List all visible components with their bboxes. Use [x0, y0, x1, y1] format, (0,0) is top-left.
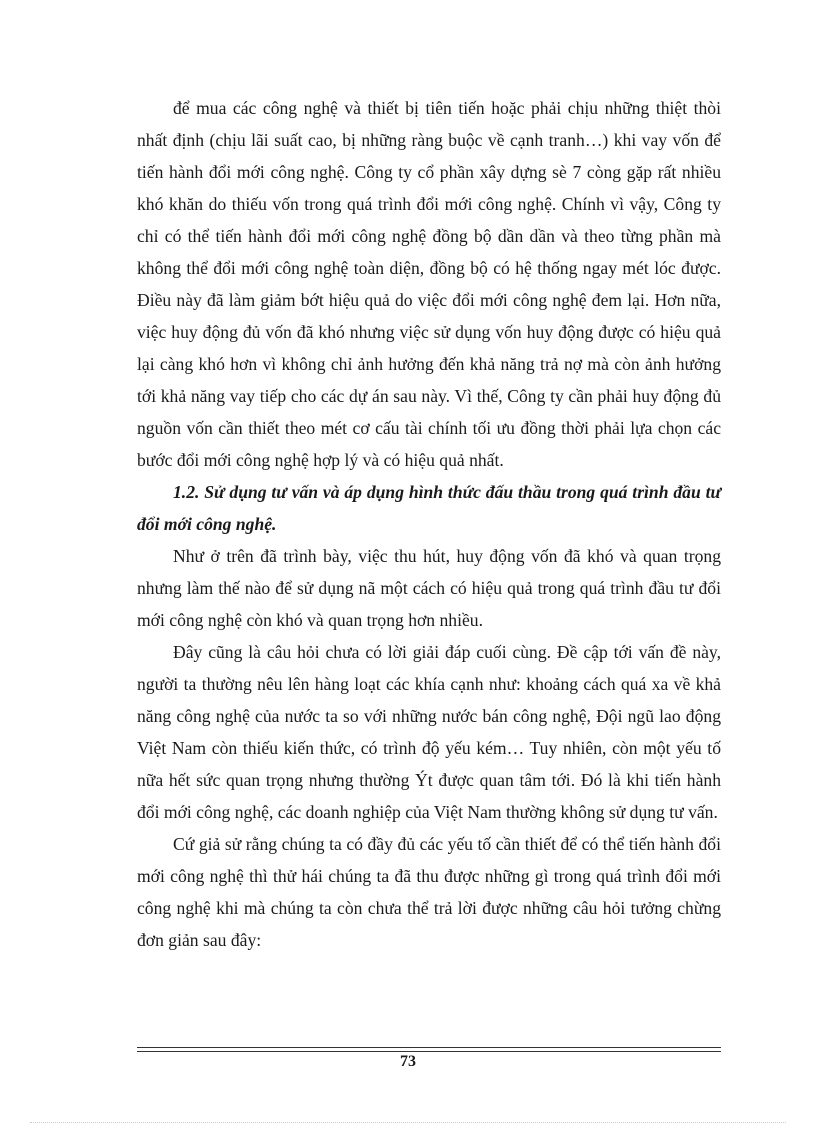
page-number: 73 — [400, 1053, 416, 1070]
paragraph-3: Đây cũng là câu hỏi chưa có lời giải đáp cuối cùng. Đề cập tới vấn đề này, người ta thường nêu lên hàng loạt các khía cạnh như: khoảng cách quá xa về khả năng công nghệ của nước ta so với những nước bán công nghệ, Đội ngũ lao động Việt Nam còn thiếu kiến thức, có trình độ yếu kém… Tuy nhiên, còn một yếu tố nữa hết sức quan trọng nhưng thường Ýt được quan tâm tới. Đó là khi tiến hành đổi mới công nghệ, các doanh nghiệp của Việt Nam thường không sử dụng tư vấn. — [137, 642, 721, 822]
paragraph-4: Cứ giả sử rằng chúng ta có đầy đủ các yếu tố cần thiết để có thể tiến hành đổi mới công nghệ thì thử hái chúng ta đã thu được những gì trong quá trình đổi mới công nghệ khi mà chúng ta còn chưa thể trả lời được những câu hỏi tưởng chừng đơn giản sau đây: — [137, 834, 721, 950]
document-body — [137, 92, 721, 956]
paragraph-1: để mua các công nghệ và thiết bị tiên tiến hoặc phải chịu những thiệt thòi nhất định (chịu lãi suất cao, bị những ràng buộc về cạnh tranh…) khi vay vốn để tiến hành đổi mới công nghệ. Công ty cổ phần xây dựng sè 7 còng gặp rất nhiều khó khăn do thiếu vốn trong quá trình đổi mới công nghệ. Chính vì vậy, Công ty chỉ có thể tiến hành đổi mới công nghệ đồng bộ dần dần và theo từng phần mà không thể đổi mới công nghệ toàn diện, đồng bộ có hệ thống ngay mét lóc được. Điều này đã làm giảm bớt hiệu quả do việc đổi mới công nghệ đem lại. Hơn nữa, việc huy động đủ vốn đã khó nhưng việc sử dụng vốn huy động được có hiệu quả lại càng khó hơn vì không chỉ ảnh hưởng đến khả năng trả nợ mà còn ảnh hưởng tới khả năng vay tiếp cho các dự án sau này. Vì thế, Công ty cần phải huy động đủ nguồn vốn cần thiết theo mét cơ cấu tài chính tối ưu đồng thời phải lựa chọn các bước đổi mới công nghệ hợp lý và có hiệu quả nhất. — [137, 98, 721, 470]
paragraph-2: Như ở trên đã trình bày, việc thu hút, huy động vốn đã khó và quan trọng nhưng làm thế nào để sử dụng nã một cách có hiệu quả trong quá trình đầu tư đổi mới công nghệ còn khó và quan trọng hơn nhiều. — [137, 546, 721, 630]
footer-divider — [137, 1047, 721, 1052]
section-heading: 1.2. Sử dụng tư vấn và áp dụng hình thức đấu thầu trong quá trình đầu tư đổi mới công nghệ. — [137, 482, 721, 534]
